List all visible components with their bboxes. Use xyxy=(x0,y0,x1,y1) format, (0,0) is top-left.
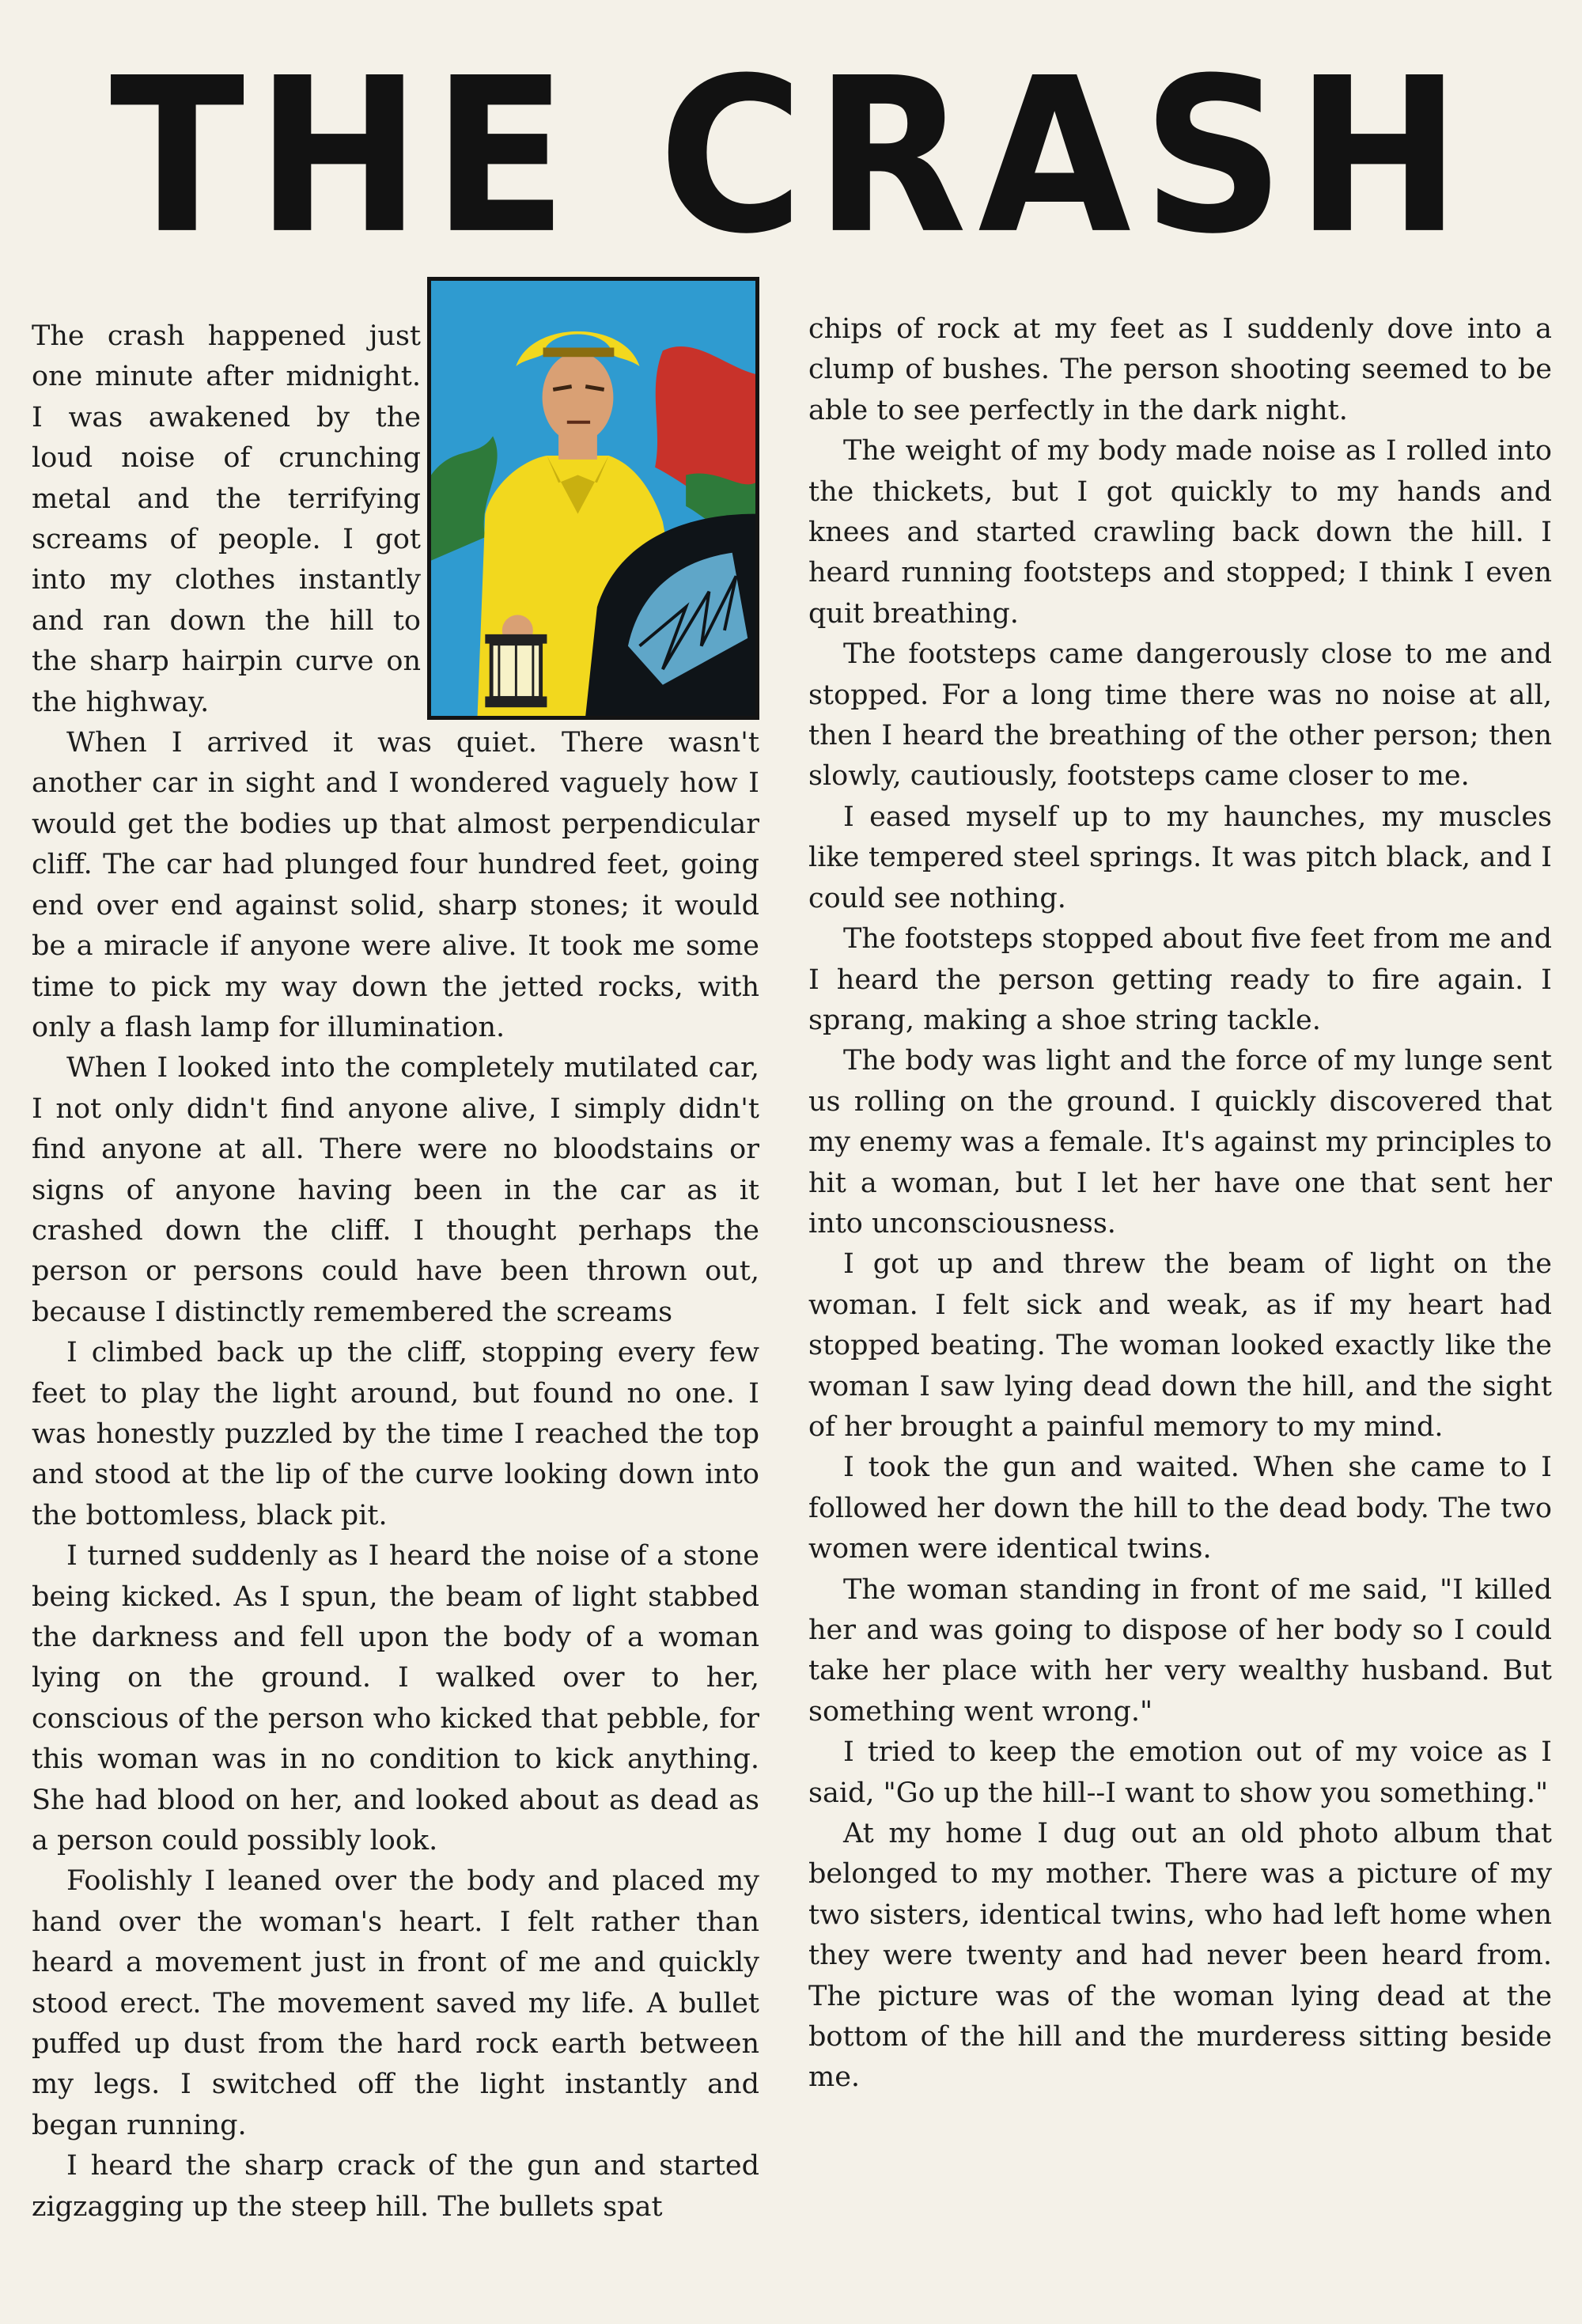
paragraph-8: chips of rock at my feet as I suddenly dove into a clump of bushes. The person shooting seemed to be able to see perfectly in the dark night. xyxy=(808,313,1552,426)
paragraph-10: The footsteps came dangerously close to me and stopped. For a long time there was no noise at all, then I heard the breathing of the other person; then slowly, cautiously, footsteps came closer to me. xyxy=(808,638,1552,793)
illustration-wrap-space xyxy=(421,316,759,721)
paragraph-5: I turned suddenly as I heard the noise of a stone being kicked. As I spun, the beam of light stabbed the darkness and fell upon the body of a woman lying on the ground. I walked over to her, conscious of the person who kicked that pebble, for this woman was in no condition to kick anything. She had blood on her, and looked about as dead as a person could possibly look. xyxy=(32,1540,759,1857)
paragraph-11: I eased myself up to my haunches, my muscles like tempered steel springs. It was pitch black, and I could see nothing. xyxy=(808,801,1552,914)
paragraph-12: The footsteps stopped about five feet from me and I heard the person getting ready to fire again. I sprang, making a shoe string tackle. xyxy=(808,923,1552,1036)
paragraph-6: Foolishly I leaned over the body and placed my hand over the woman's heart. I felt rather than heard a movement just in front of me and quickly stood erect. The movement saved my life. A bullet puffed up dust from the hard rock earth between my legs. I switched off the light instantly and began running. xyxy=(32,1865,759,2141)
left-column xyxy=(32,316,759,2227)
paragraph-3: When I looked into the completely mutilated car, I not only didn't find anyone alive, I simply didn't find anyone at all. There were no bloodstains or signs of anyone having been in the car as it crashed down the cliff. I thought perhaps the person or persons could have been thrown out, because I distinctly remembered the screams xyxy=(32,1052,759,1328)
paragraph-9: The weight of my body made noise as I rolled into the thickets, but I got quickly to my hands and knees and started crawling back down the hill. I heard running footsteps and stopped; I think I even quit breathing. xyxy=(808,435,1552,630)
paragraph-4: I climbed back up the cliff, stopping every few feet to play the light around, but found no one. I was honestly puzzled by the time I reached the top and stood at the lip of the curve looking down into the bottomless, black pit. xyxy=(32,1337,759,1531)
paragraph-17: I tried to keep the emotion out of my voice as I said, "Go up the hill--I want to show you something." xyxy=(808,1736,1552,1809)
paragraph-16: The woman standing in front of me said, "I killed her and was going to dispose of her body so I could take her place with her very wealthy husband. But something went wrong." xyxy=(808,1573,1552,1728)
paragraph-7: I heard the sharp crack of the gun and started zigzagging up the steep hill. The bullets spat xyxy=(32,2150,759,2223)
paragraph-14: I got up and threw the beam of light on the woman. I felt sick and weak, as if my heart had stopped beating. The woman looked exactly like the woman I saw lying dead down the hill, and the sight of her brought a painful memory to my mind. xyxy=(808,1248,1552,1443)
right-column xyxy=(808,309,1552,2099)
paragraph-18: At my home I dug out an old photo album that belonged to my mother. There was a picture of my two sisters, identical twins, who had left home when they were twenty and had never been heard from. The picture was of the woman lying dead at the bottom of the hill and the murderess sitting beside me. xyxy=(808,1818,1552,2094)
paragraph-1: The crash happened just one minute after midnight. I was awakened by the loud noise of crunching metal and the terrifying screams of people. I got into my clothes instantly and ran down the hill to the sharp hairpin curve on the highway. xyxy=(32,320,421,718)
paragraph-2: When I arrived it was quiet. There wasn't another car in sight and I wondered vaguely how I would get the bodies up that almost perpendicular cliff. The car had plunged four hundred feet, going end over end against solid, sharp stones; it would be a miracle if anyone were alive. It took me some time to pick my way down the jetted rocks, with only a flash lamp for illumination. xyxy=(32,727,759,1043)
paragraph-13: The body was light and the force of my lunge sent us rolling on the ground. I quickly discovered that my enemy was a female. It's against my principles to hit a woman, but I let her have one that sent her into unconsciousness. xyxy=(808,1045,1552,1240)
story-title: THE CRASH xyxy=(109,32,1473,281)
paragraph-15: I took the gun and waited. When she came to I followed her down the hill to the dead body. The two women were identical twins. xyxy=(808,1452,1552,1565)
